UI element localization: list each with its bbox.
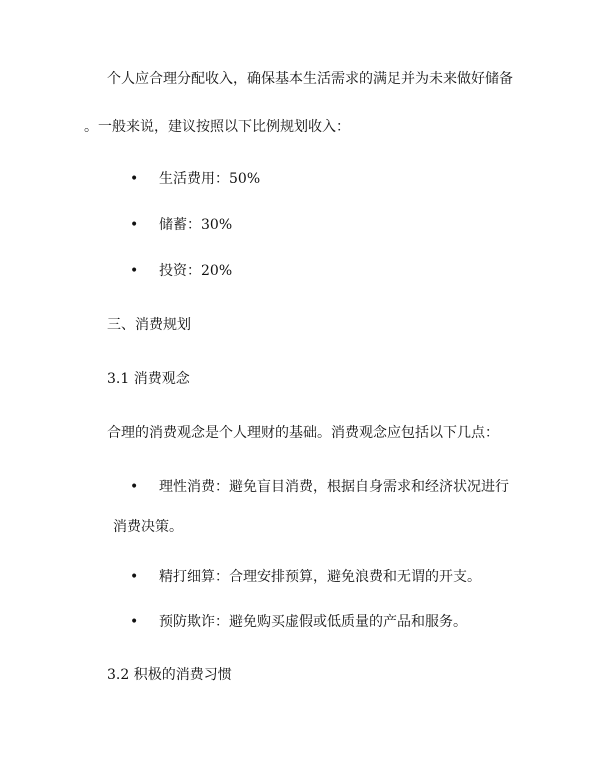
list-item-careful-budgeting: 精打细算：合理安排预算，避免浪费和无谓的开支。 [159, 569, 481, 585]
list-item-rational-consumption: 理性消费：避免盲目消费，根据自身需求和经济状况进行 [159, 479, 509, 495]
bullet-icon: • [130, 171, 139, 187]
list-item-fraud-prevention: 预防欺诈：避免购买虚假或低质量的产品和服务。 [159, 614, 467, 630]
list-item-savings: 储蓄：30% [159, 217, 233, 233]
intro-paragraph-line-2: 。一般来说，建议按照以下比例规划收入： [84, 119, 350, 135]
subsection-heading-positive-habits: 3.2 积极的消费习惯 [107, 667, 232, 683]
subsection-heading-consumption-concept: 3.1 消费观念 [107, 371, 190, 387]
consumption-concept-intro: 合理的消费观念是个人理财的基础。消费观念应包括以下几点： [107, 425, 499, 441]
section-heading-consumption-planning: 三、消费规划 [107, 317, 191, 333]
bullet-icon: • [130, 569, 139, 585]
list-item-rational-consumption-continued: 消费决策。 [113, 519, 183, 535]
bullet-icon: • [130, 479, 139, 495]
bullet-icon: • [130, 217, 139, 233]
list-item-living-expenses: 生活费用：50% [159, 171, 261, 187]
bullet-icon: • [130, 614, 139, 630]
list-item-investment: 投资：20% [159, 263, 233, 279]
intro-paragraph-line-1: 个人应合理分配收入，确保基本生活需求的满足并为未来做好储备 [107, 71, 513, 87]
bullet-icon: • [130, 263, 139, 279]
